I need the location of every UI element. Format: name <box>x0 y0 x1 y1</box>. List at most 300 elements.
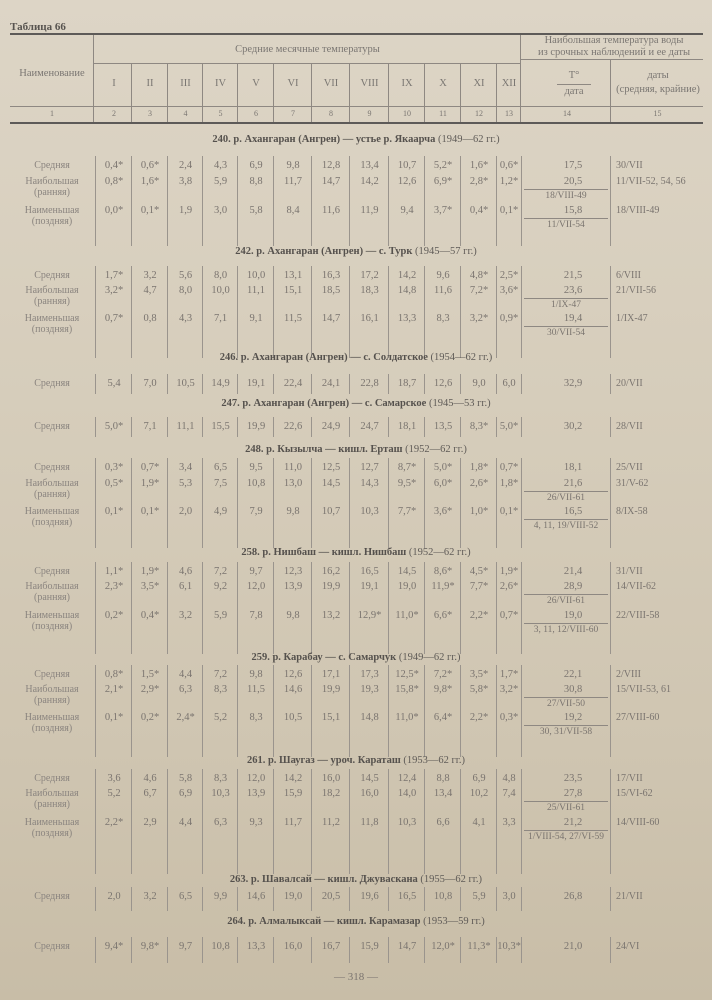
temp-cell-VIII: 14,8 <box>360 712 379 723</box>
header-max-group-line1: Наибольшая температура воды <box>544 35 684 46</box>
temp-cell-VII: 18,5 <box>321 285 341 296</box>
temp-cell-VII: 12,5 <box>321 462 341 473</box>
temp-cell-V: 9,7 <box>249 566 263 577</box>
temp-cell-VI: 12,6 <box>283 669 303 680</box>
temp-cell-II: 2,9* <box>140 684 160 695</box>
temp-cell-IX: 7,7* <box>397 506 417 517</box>
header-month-12: XII <box>501 78 517 89</box>
temp-cell-X: 8,3 <box>436 313 450 324</box>
header-dates-sub: (средняя, крайние) <box>616 84 700 95</box>
station-title <box>0 916 712 927</box>
temp-cell-XI: 11,3* <box>467 941 491 952</box>
dates-value: 20/VII <box>616 378 643 389</box>
temp-cell-IX: 12,6 <box>397 176 417 187</box>
temp-cell-X: 8,6* <box>433 566 453 577</box>
temp-cell-IV: 7,5 <box>213 478 228 489</box>
temp-cell-III: 1,9 <box>178 205 193 216</box>
row-label-qualifier: (поздняя) <box>31 621 73 632</box>
temp-cell-IX: 14,5 <box>397 566 417 577</box>
dates-value: 14/VII-62 <box>616 581 656 592</box>
temp-cell-XI: 5,9 <box>472 891 486 902</box>
temp-cell-XI: 2,2* <box>469 712 489 723</box>
dates-value: 6/VIII <box>616 270 641 281</box>
column-number: 9 <box>367 109 372 118</box>
temp-cell-VI: 22,4 <box>283 378 303 389</box>
station-name: 240. р. Ахангаран (Ангрен) — устье р. Якаарча <box>212 134 436 145</box>
temp-cell-III: 6,1 <box>178 581 193 592</box>
station-years: (1949—62 гг.) <box>437 134 500 145</box>
temp-cell-VIII: 19,3 <box>360 684 379 695</box>
station-name: 264. р. Алмалыксай — кишл. Карамазар <box>227 916 421 927</box>
temp-cell-V: 9,5 <box>249 462 263 473</box>
row-label-qualifier: (поздняя) <box>31 216 73 227</box>
temp-cell-XII: 1,9* <box>499 566 519 577</box>
temp-cell-VI: 12,3 <box>283 566 303 577</box>
temp-cell-II: 1,9* <box>140 566 160 577</box>
station-name: 248. р. Кызылча — кишл. Ерташ <box>245 444 403 455</box>
temp-cell-IX: 18,1 <box>397 421 417 432</box>
row-label-text: Наибольшая <box>25 581 79 592</box>
temp-cell-IV: 8,3 <box>213 773 228 784</box>
temp-cell-IV: 7,2 <box>213 566 228 577</box>
temp-cell-VI: 11,0 <box>284 462 302 473</box>
row-label-mean <box>12 378 92 389</box>
max-temp-date: 30/VII-54 <box>547 328 585 338</box>
max-temp-value: 23,5 <box>563 773 583 784</box>
temp-cell-V: 7,9 <box>249 506 263 517</box>
temp-cell-VII: 14,7 <box>321 313 341 324</box>
temp-cell-VII: 10,7 <box>321 506 341 517</box>
temp-cell-II: 1,9* <box>140 478 160 489</box>
station-title <box>0 755 712 766</box>
max-temp-value: 17,5 <box>563 160 583 171</box>
header-month-9: IX <box>401 78 413 89</box>
temp-cell-X: 3,6* <box>433 506 453 517</box>
row-label-max <box>12 581 92 603</box>
temp-cell-X: 13,4 <box>433 788 453 799</box>
station-title <box>0 652 712 663</box>
temp-cell-IX: 19,0 <box>397 581 417 592</box>
row-label-text: Средняя <box>34 773 70 784</box>
temp-cell-X: 12,0* <box>431 941 455 952</box>
temp-cell-V: 8,3 <box>249 712 263 723</box>
max-temp-value: 32,9 <box>563 378 583 389</box>
station-title <box>0 352 712 363</box>
temp-cell-X: 6,6* <box>433 610 453 621</box>
temp-cell-VII: 12,8 <box>321 160 341 171</box>
temp-cell-XII: 3,0 <box>502 891 516 902</box>
temp-cell-V: 14,6 <box>246 891 266 902</box>
max-temp-date: 30, 31/VII-58 <box>539 727 593 737</box>
temp-cell-X: 6,0* <box>433 478 453 489</box>
station-name: 259. р. Карабау — с. Самарчук <box>251 652 397 663</box>
temp-cell-I: 2,2* <box>104 817 124 828</box>
row-label-mean <box>12 462 92 473</box>
temp-cell-X: 6,4* <box>433 712 453 723</box>
temp-cell-VII: 16,0 <box>321 773 341 784</box>
row-label-qualifier: (ранняя) <box>33 799 70 810</box>
column-number: 15 <box>653 109 662 118</box>
temp-cell-V: 19,1 <box>246 378 266 389</box>
temp-cell-VIII: 14,5 <box>360 773 379 784</box>
row-label-max <box>12 176 92 198</box>
temp-cell-XII: 0,1* <box>499 506 519 517</box>
temp-cell-IV: 7,1 <box>213 313 228 324</box>
temp-cell-III: 6,9 <box>178 788 193 799</box>
temp-cell-V: 11,1 <box>247 285 265 296</box>
temp-cell-VIII: 14,3 <box>360 478 379 489</box>
row-label-text: Средняя <box>34 160 70 171</box>
temp-cell-XII: 2,5* <box>499 270 519 281</box>
max-temp-value: 18,1 <box>563 462 583 473</box>
temp-cell-XII: 0,1* <box>499 205 519 216</box>
temp-cell-I: 0,1* <box>104 506 124 517</box>
temp-cell-VII: 15,1 <box>321 712 341 723</box>
header-vline-name <box>93 35 94 123</box>
temp-cell-III: 2,0 <box>178 506 193 517</box>
temp-cell-III: 3,2 <box>178 610 193 621</box>
temp-cell-VIII: 16,5 <box>360 566 379 577</box>
temp-cell-VII: 17,1 <box>321 669 341 680</box>
temp-cell-IV: 8,3 <box>213 684 228 695</box>
dates-value: 31/VII <box>616 566 643 577</box>
temp-cell-IV: 9,2 <box>213 581 228 592</box>
header-month-1: I <box>112 78 116 89</box>
temp-cell-VII: 11,6 <box>322 205 340 216</box>
max-temp-value: 19,2 <box>563 712 583 723</box>
temp-cell-VI: 15,1 <box>283 285 303 296</box>
temp-cell-IX: 12,5* <box>395 669 419 680</box>
temp-cell-IV: 10,8 <box>211 941 230 952</box>
dates-value: 30/VII <box>616 160 643 171</box>
temp-cell-X: 9,6 <box>436 270 450 281</box>
temp-cell-IX: 14,7 <box>397 941 417 952</box>
station-years: (1953—59 гг.) <box>423 916 485 927</box>
temp-cell-IV: 8,0 <box>213 270 228 281</box>
temp-cell-VIII: 11,8 <box>360 817 379 828</box>
row-label-mean <box>12 941 92 952</box>
station-name: 247. р. Ахангаран (Ангрен) — с. Самарское <box>221 398 427 409</box>
temp-cell-XII: 3,6* <box>499 285 519 296</box>
temp-cell-XI: 4,5* <box>469 566 489 577</box>
temp-cell-VII: 24,1 <box>321 378 341 389</box>
temp-cell-III: 2,4* <box>176 712 195 723</box>
row-label-qualifier: (поздняя) <box>31 324 73 335</box>
station-title <box>0 134 712 145</box>
temp-cell-VII: 24,9 <box>321 421 341 432</box>
temp-cell-XII: 7,4 <box>502 788 516 799</box>
temp-cell-XII: 4,8 <box>502 773 516 784</box>
temp-cell-I: 2,1* <box>104 684 124 695</box>
column-number: 3 <box>148 109 152 118</box>
temp-cell-XI: 4,1 <box>472 817 486 828</box>
max-temp-value: 27,8 <box>563 788 583 799</box>
max-temp-value: 22,1 <box>563 669 583 680</box>
temp-cell-XI: 2,6* <box>469 478 489 489</box>
temp-cell-II: 0,7* <box>140 462 160 473</box>
temp-cell-V: 13,9 <box>246 788 266 799</box>
row-label-min <box>12 712 92 734</box>
temp-cell-X: 11,9* <box>431 581 455 592</box>
temp-cell-III: 4,6 <box>178 566 193 577</box>
temp-cell-XI: 2,2* <box>469 610 489 621</box>
temp-cell-XII: 1,8* <box>499 478 519 489</box>
dates-value: 14/VIII-60 <box>616 817 660 828</box>
temp-cell-VIII: 12,9* <box>357 610 382 621</box>
header-t-label: T° <box>568 70 580 81</box>
max-temp-value: 20,5 <box>563 176 583 187</box>
temp-cell-X: 6,9* <box>433 176 453 187</box>
temp-cell-I: 0,4* <box>104 160 124 171</box>
temp-cell-VI: 13,0 <box>283 478 303 489</box>
max-temp-value: 21,2 <box>563 817 583 828</box>
temp-cell-IX: 15,8* <box>395 684 419 695</box>
temp-cell-V: 8,8 <box>249 176 263 187</box>
row-label-qualifier: (ранняя) <box>33 592 70 603</box>
temp-cell-III: 5,3 <box>178 478 193 489</box>
temp-cell-I: 0,7* <box>104 313 124 324</box>
temp-cell-IX: 12,4 <box>397 773 417 784</box>
header-month-4: IV <box>214 78 227 89</box>
max-temp-date: 18/VIII-49 <box>545 191 587 201</box>
row-label-text: Средняя <box>34 462 70 473</box>
temp-cell-X: 12,6 <box>433 378 453 389</box>
max-temp-value: 30,2 <box>563 421 583 432</box>
station-name: 263. р. Шавалсай — кишл. Джуваскана <box>229 874 418 885</box>
temp-cell-VIII: 12,7 <box>360 462 379 473</box>
temp-cell-IX: 16,5 <box>397 891 417 902</box>
station-name: 258. р. Нишбаш — кишл. Нишбаш <box>241 547 407 558</box>
temp-cell-IX: 14,2 <box>397 270 417 281</box>
fraction-line <box>524 298 608 299</box>
fraction-line <box>524 189 608 190</box>
temp-cell-XI: 6,9 <box>472 773 486 784</box>
temp-cell-III: 5,8 <box>178 773 193 784</box>
temp-cell-VIII: 16,0 <box>360 788 379 799</box>
temp-cell-V: 11,5 <box>247 684 265 695</box>
temp-cell-VII: 19,9 <box>321 581 341 592</box>
temp-cell-VI: 8,4 <box>286 205 300 216</box>
column-number: 1 <box>50 109 54 118</box>
header-max-group-line2: из срочных наблюдений и ее даты <box>537 47 691 58</box>
column-number: 7 <box>291 109 295 118</box>
dates-value: 1/IX-47 <box>616 313 648 324</box>
column-number: 8 <box>329 109 333 118</box>
temp-cell-II: 6,7 <box>143 788 157 799</box>
temp-cell-VI: 11,7 <box>284 817 302 828</box>
dates-value: 22/VIII-58 <box>616 610 660 621</box>
temp-cell-I: 9,4* <box>104 941 124 952</box>
header-vline-max <box>520 35 521 123</box>
column-number: 13 <box>505 109 513 118</box>
station-years: (1952—62 гг.) <box>408 547 471 558</box>
fraction-line <box>524 830 608 831</box>
temp-cell-X: 5,0* <box>433 462 453 473</box>
temp-cell-XII: 1,2* <box>499 176 519 187</box>
dates-value: 25/VII <box>616 462 643 473</box>
max-temp-value: 30,8 <box>563 684 583 695</box>
station-title <box>0 246 712 257</box>
temp-cell-IV: 10,0 <box>211 285 230 296</box>
temp-cell-IX: 18,7 <box>397 378 417 389</box>
temp-cell-II: 4,6 <box>143 773 157 784</box>
temp-cell-I: 5,4 <box>107 378 121 389</box>
temp-cell-I: 3,6 <box>107 773 121 784</box>
row-label-text: Средняя <box>34 270 70 281</box>
temp-cell-XII: 0,7* <box>499 462 519 473</box>
header-month-7: VII <box>323 78 339 89</box>
temp-cell-II: 3,5* <box>140 581 160 592</box>
temp-cell-XII: 0,9* <box>499 313 519 324</box>
max-temp-value: 21,0 <box>563 941 583 952</box>
temp-cell-II: 0,1* <box>140 506 160 517</box>
station-name: 242. р. Ахангаран (Ангрен) — с. Турк <box>235 246 413 257</box>
row-label-text: Средняя <box>34 421 70 432</box>
temp-cell-I: 0,2* <box>104 610 124 621</box>
station-years: (1954—62 гг.) <box>430 352 493 363</box>
temp-cell-VIII: 24,7 <box>360 421 379 432</box>
temp-cell-XII: 3,2* <box>499 684 519 695</box>
temp-cell-II: 0,6* <box>140 160 160 171</box>
temp-cell-V: 12,0 <box>246 773 266 784</box>
row-label-text: Наименьшая <box>24 610 80 621</box>
fraction-line <box>524 519 608 520</box>
row-label-text: Наибольшая <box>25 176 79 187</box>
max-temp-value: 26,8 <box>563 891 583 902</box>
temp-cell-XI: 10,2 <box>469 788 489 799</box>
temp-cell-VII: 14,7 <box>321 176 341 187</box>
fraction-line <box>524 594 608 595</box>
temp-cell-II: 0,8 <box>143 313 157 324</box>
row-label-qualifier: (ранняя) <box>33 187 70 198</box>
dates-value: 15/VI-62 <box>616 788 653 799</box>
temp-cell-VI: 9,8 <box>286 160 300 171</box>
row-label-max <box>12 478 92 500</box>
temp-cell-I: 0,5* <box>104 478 124 489</box>
temp-cell-VIII: 19,1 <box>360 581 379 592</box>
temp-cell-XI: 1,6* <box>469 160 489 171</box>
max-temp-date: 11/VII-54 <box>547 220 585 230</box>
max-temp-date: 25/VII-61 <box>547 803 585 813</box>
temp-cell-I: 0,0* <box>104 205 124 216</box>
temp-cell-II: 2,9 <box>143 817 157 828</box>
row-label-text: Наименьшая <box>24 313 80 324</box>
header-hline-numbers <box>10 106 703 107</box>
temp-cell-IV: 9,9 <box>213 891 228 902</box>
temp-cell-III: 8,0 <box>178 285 193 296</box>
dates-value: 21/VII-56 <box>616 285 656 296</box>
temp-cell-V: 10,8 <box>246 478 266 489</box>
station-years: (1952—62 гг.) <box>405 444 467 455</box>
header-hline-max <box>521 59 703 60</box>
temp-cell-VIII: 16,1 <box>360 313 379 324</box>
fraction-line <box>524 725 608 726</box>
row-label-text: Наибольшая <box>25 788 79 799</box>
column-number: 5 <box>218 109 223 118</box>
temp-cell-I: 5,2 <box>107 788 121 799</box>
row-label-min <box>12 506 92 528</box>
temp-cell-XI: 3,5* <box>469 669 489 680</box>
temp-cell-V: 13,3 <box>246 941 266 952</box>
temp-cell-IX: 8,7* <box>397 462 417 473</box>
temp-cell-V: 19,9 <box>246 421 266 432</box>
station-name: 261. р. Шаугаз — уроч. Караташ <box>246 755 401 766</box>
station-years: (1949—62 гг.) <box>398 652 461 663</box>
max-temp-date: 4, 11, 19/VIII-52 <box>533 521 599 531</box>
temp-cell-I: 1,1* <box>104 566 124 577</box>
temp-cell-VI: 10,5 <box>283 712 303 723</box>
temp-cell-VII: 13,2 <box>321 610 341 621</box>
row-label-text: Наибольшая <box>25 478 79 489</box>
temp-cell-III: 2,4 <box>178 160 193 171</box>
dates-value: 21/VII <box>616 891 643 902</box>
temp-cell-VI: 14,2 <box>283 773 303 784</box>
temp-cell-VII: 14,5 <box>321 478 341 489</box>
row-label-mean <box>12 669 92 680</box>
row-label-mean <box>12 270 92 281</box>
temp-cell-V: 9,8 <box>249 669 263 680</box>
fraction-line <box>524 697 608 698</box>
max-temp-value: 19,0 <box>563 610 583 621</box>
station-years: (1953—62 гг.) <box>403 755 466 766</box>
temp-cell-VIII: 11,9 <box>360 205 379 216</box>
temp-cell-IX: 10,7 <box>397 160 417 171</box>
temp-cell-IV: 15,5 <box>211 421 230 432</box>
temp-cell-VI: 15,9 <box>283 788 303 799</box>
temp-cell-XI: 9,0 <box>472 378 486 389</box>
max-temp-date: 1/IX-47 <box>550 300 582 310</box>
header-dates-label: даты <box>647 70 669 81</box>
temp-cell-X: 11,6 <box>434 285 452 296</box>
temp-cell-VI: 13,1 <box>283 270 303 281</box>
page-number: — 318 — <box>334 971 378 983</box>
temp-cell-IV: 4,9 <box>213 506 228 517</box>
column-number: 6 <box>254 109 258 118</box>
temp-cell-X: 8,8 <box>436 773 450 784</box>
temp-cell-XII: 3,3 <box>502 817 516 828</box>
temp-cell-IX: 13,3 <box>397 313 417 324</box>
temp-cell-XII: 1,7* <box>499 669 519 680</box>
temp-cell-X: 7,2* <box>433 669 453 680</box>
temp-cell-X: 13,5 <box>433 421 453 432</box>
temp-cell-III: 5,6 <box>178 270 193 281</box>
temp-cell-XII: 5,0* <box>499 421 519 432</box>
temp-cell-VI: 22,6 <box>283 421 303 432</box>
dates-value: 28/VII <box>616 421 643 432</box>
station-years: (1955—62 гг.) <box>420 874 483 885</box>
header-month-6: VI <box>287 78 299 89</box>
temp-cell-IV: 6,3 <box>213 817 228 828</box>
temp-cell-IV: 3,0 <box>213 205 228 216</box>
row-label-mean <box>12 421 92 432</box>
temp-cell-X: 10,8 <box>433 891 453 902</box>
fraction-line <box>524 801 608 802</box>
station-title <box>0 874 712 885</box>
column-number: 12 <box>475 109 483 118</box>
dates-value: 15/VII-53, 61 <box>616 684 671 695</box>
row-label-text: Средняя <box>34 891 70 902</box>
temp-cell-XII: 2,6* <box>499 581 519 592</box>
temp-cell-VII: 20,5 <box>321 891 341 902</box>
temp-cell-IX: 9,4 <box>400 205 414 216</box>
row-label-text: Наименьшая <box>24 205 80 216</box>
header-t-divider <box>557 84 591 85</box>
max-temp-value: 16,5 <box>563 506 583 517</box>
temp-cell-II: 4,7 <box>143 285 157 296</box>
temp-cell-XI: 2,8* <box>469 176 489 187</box>
dates-value: 11/VII-52, 54, 56 <box>616 176 686 187</box>
max-temp-value: 21,4 <box>563 566 583 577</box>
